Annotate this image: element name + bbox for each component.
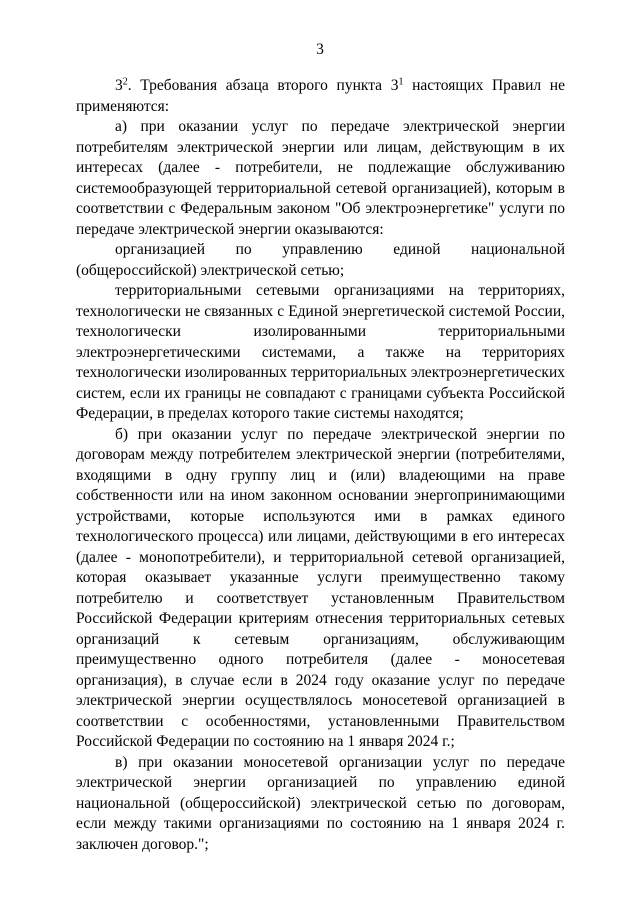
- page-number: 3: [316, 41, 324, 58]
- clause-b: б) при оказании услуг по передаче электрической энергии по договорам между потребителем электрической энергии (потребителями, входящими в одну группу лиц и (или) владеющими на праве собственности или на ином законном основании энергопринимающими устройствами, которые используются ими в рамках единого технологического процесса) или лицами, действующими в его интересах (далее - монопотребители), и территориальной сетевой организацией, которая оказывает указанные услуги преимущественно такому потребителю и соответствует установленным Правительством Российской Федерации критериям отнесения территориальных сетевых организаций к сетевым организациям, обслуживающим преимущественно одного потребителя (далее - моносетевая организация), в случае если в 2024 году оказание услуг по передаче электрической энергии осуществлялось моносетевой организацией в соответствии с особенностями, установленными Правительством Российской Федерации по состоянию на 1 января 2024 г.;: [76, 425, 565, 750]
- clause-a-item-2: территориальными сетевыми организациями на территориях, технологически не связанных с Единой энергетической системой России, технологически изолированными территориальными электроэнергетическими системами, а также на территориях технологически изолированных территориальных электроэнергетических систем, если их границы не совпадают с границами субъекта Российской Федерации, в пределах которого такие системы находятся;: [76, 282, 565, 422]
- superscript: 1: [398, 76, 404, 88]
- clause-a: а) при оказании услуг по передаче электрической энергии потребителям электрической энергии или лицам, действующим в их интересах (далее - потребители, не подлежащие обслуживанию системообразующей территориальной сетевой организацией), которым в соответствии с Федеральным законом "Об электроэнергетике" услуги по передаче электрической энергии оказываются:: [76, 118, 565, 238]
- superscript: 2: [122, 76, 128, 88]
- paragraph-3-2: [76, 76, 565, 117]
- clause-a-item-1: организацией по управлению единой национальной (общероссийской) электрической сетью;: [76, 241, 565, 279]
- paragraph-3-2-number: 3: [115, 77, 123, 94]
- paragraph-3-2-text-end: настоящих Правил не применяются:: [76, 77, 565, 115]
- document-body: [76, 76, 565, 855]
- clause-v: в) при оказании моносетевой организации услуг по передаче электрической энергии организацией по управлению единой национальной (общероссийской) электрической сетью по договорам, если между такими организациями по состоянию на 1 января 2024 г. заключен договор.";: [76, 753, 565, 853]
- paragraph-3-2-text: . Требования абзаца второго пункта 3: [127, 77, 399, 94]
